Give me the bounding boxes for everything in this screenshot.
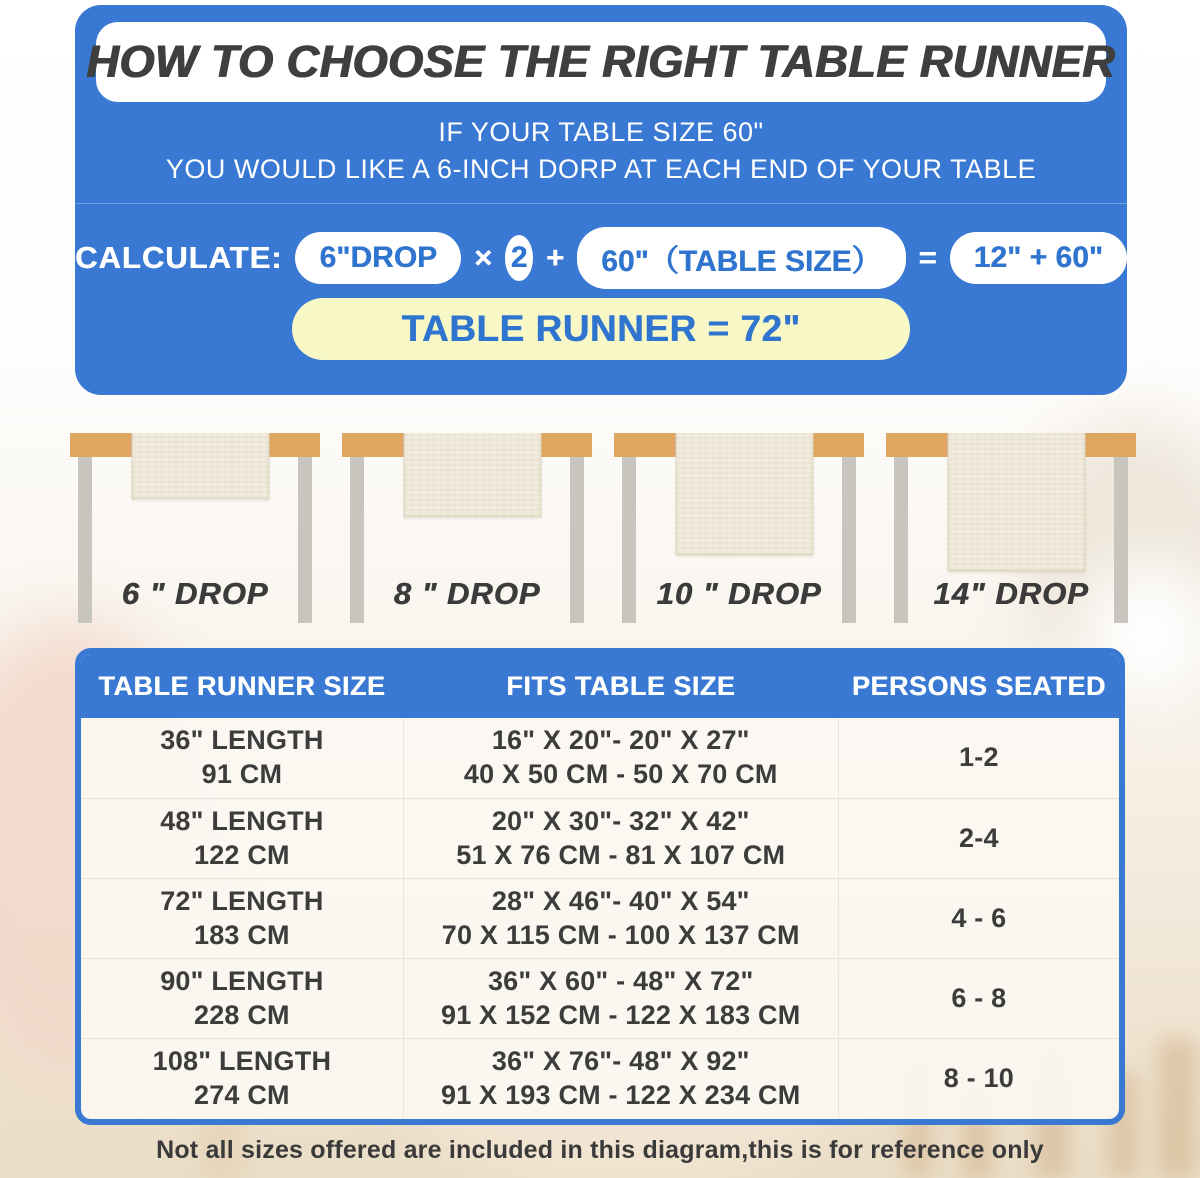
runner-size-cm: 228 CM — [194, 999, 290, 1030]
table-runner-cloth — [676, 433, 814, 555]
fits-size-inches: 16" X 20"- 20" X 27" — [491, 725, 750, 756]
page-title: HOW TO CHOOSE THE RIGHT TABLE RUNNER — [86, 36, 1116, 87]
fits-size-inches: 36" X 76"- 48" X 92" — [491, 1045, 750, 1076]
runner-size-cm: 183 CM — [194, 919, 290, 950]
table-runner-cloth — [404, 433, 542, 517]
plus-operator: + — [546, 240, 565, 275]
persons-cell: 4 - 6 — [951, 902, 1007, 933]
panel-seam-divider — [75, 203, 1127, 204]
runner-size-inches: 108" LENGTH — [152, 1045, 332, 1076]
fits-size-cm: 91 X 193 CM - 122 X 234 CM — [441, 1079, 801, 1110]
fits-size-cell — [403, 718, 839, 798]
runner-size-inches: 90" LENGTH — [160, 965, 324, 996]
multiply-operator: × — [474, 240, 493, 275]
runner-size-cm: 274 CM — [194, 1079, 290, 1110]
persons-cell: 1-2 — [959, 742, 999, 773]
drop-label: 8 " DROP — [393, 576, 541, 611]
persons-cell: 8 - 10 — [943, 1062, 1014, 1093]
persons-cell: 6 - 8 — [951, 982, 1007, 1013]
fits-size-inches: 20" X 30"- 32" X 42" — [491, 805, 750, 836]
drop-label: 14" DROP — [933, 576, 1089, 611]
calculation-row — [75, 229, 1127, 287]
fits-size-cell — [403, 879, 839, 958]
table-runner-cloth — [132, 433, 270, 499]
size-table-card — [75, 648, 1125, 1125]
table-runner-result-pill: TABLE RUNNER = 72" — [292, 298, 910, 360]
equals-operator: = — [918, 240, 937, 275]
runner-size-cell — [81, 799, 403, 878]
reference-footnote: Not all sizes offered are included in this diagram,this is for reference only — [156, 1136, 1044, 1164]
table-row — [81, 1038, 1119, 1118]
drop-value-pill: 6"DROP — [295, 232, 461, 284]
runner-size-cell — [81, 959, 403, 1038]
fits-size-cell — [403, 1039, 839, 1118]
header-runner-size: TABLE RUNNER SIZE — [98, 670, 386, 701]
multiplier-pill: 2 — [505, 235, 533, 281]
table-row — [81, 718, 1119, 798]
table-row — [81, 798, 1119, 878]
drop-illustrations-row — [70, 433, 1136, 633]
fits-size-cm: 51 X 76 CM - 81 X 107 CM — [456, 839, 786, 870]
table-row — [81, 958, 1119, 1038]
title-banner — [86, 22, 1116, 102]
fits-size-cm: 70 X 115 CM - 100 X 137 CM — [441, 919, 800, 950]
sum-pill: 12" + 60" — [950, 232, 1127, 284]
runner-size-cell — [81, 718, 403, 798]
drop-label: 10 " DROP — [656, 576, 822, 611]
fits-size-inches: 28" X 46"- 40" X 54" — [491, 885, 750, 916]
subtitle-line-2: YOU WOULD LIKE A 6-INCH DORP AT EACH END OF YOUR TABLE — [165, 154, 1037, 184]
runner-size-cm: 122 CM — [194, 839, 290, 870]
table-figure-14-drop — [886, 433, 1136, 633]
size-table-header — [81, 654, 1119, 718]
drop-label: 6 " DROP — [121, 576, 269, 611]
table-row — [81, 878, 1119, 958]
header-persons-seated: PERSONS SEATED — [851, 670, 1106, 701]
header-fits-table-size: FITS TABLE SIZE — [506, 670, 736, 701]
table-figure-6-drop — [70, 433, 320, 633]
table-runner-cloth — [948, 433, 1086, 571]
table-size-pill: 60"（TABLE SIZE） — [577, 227, 905, 289]
table-figure-10-drop — [614, 433, 864, 633]
subtitle-line-1: IF YOUR TABLE SIZE 60" — [438, 117, 764, 147]
persons-cell: 2-4 — [959, 822, 999, 853]
fits-size-inches: 36" X 60" - 48" X 72" — [487, 965, 754, 996]
fits-size-cell — [403, 959, 839, 1038]
runner-size-inches: 48" LENGTH — [160, 805, 324, 836]
calculate-label: CALCULATE: — [75, 240, 283, 275]
fits-size-cell — [403, 799, 839, 878]
table-figure-8-drop — [342, 433, 592, 633]
runner-size-cell — [81, 879, 403, 958]
runner-size-cell — [81, 1039, 403, 1118]
runner-size-inches: 36" LENGTH — [160, 725, 324, 756]
hero-panel — [75, 5, 1127, 395]
fits-size-cm: 91 X 152 CM - 122 X 183 CM — [441, 999, 801, 1030]
fits-size-cm: 40 X 50 CM - 50 X 70 CM — [463, 759, 778, 789]
runner-size-cm: 91 CM — [201, 759, 283, 789]
runner-size-inches: 72" LENGTH — [160, 885, 324, 916]
